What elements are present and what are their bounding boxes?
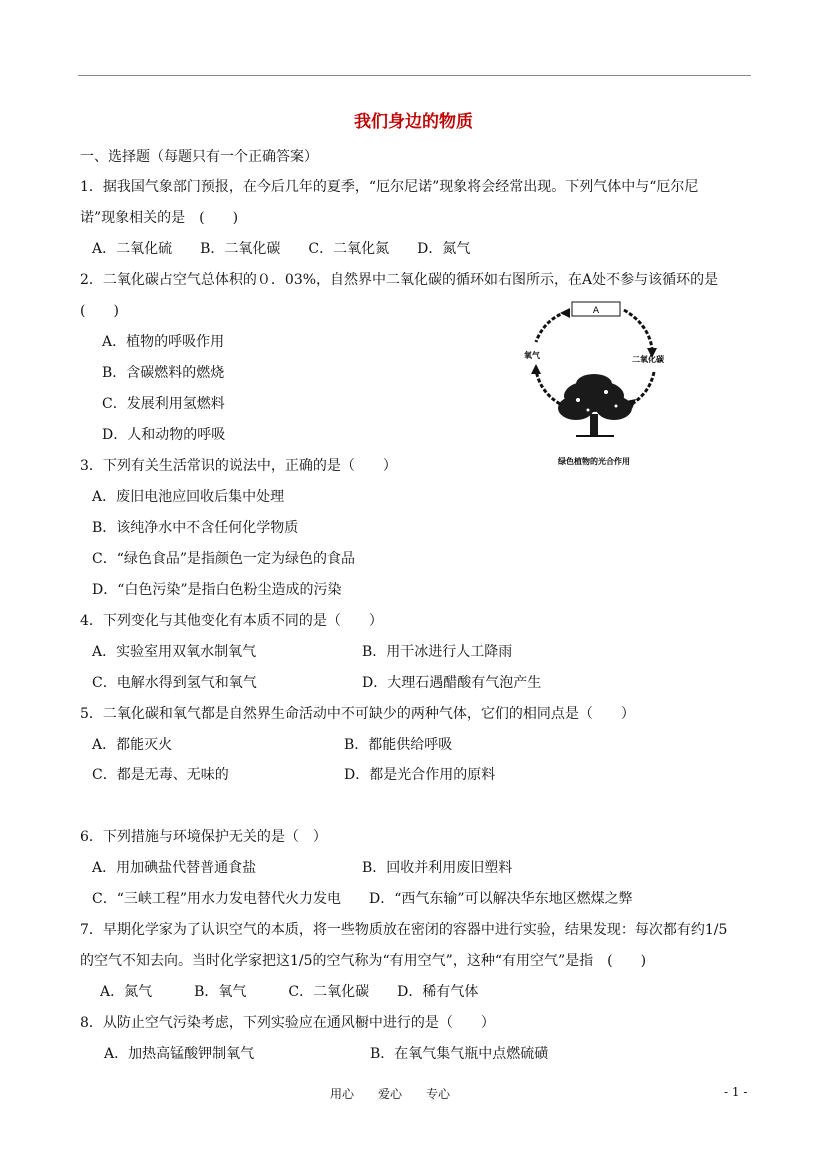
q3-option-b: B．该纯净水中不含任何化学物质 [92, 520, 299, 536]
carbon-cycle-figure [516, 296, 676, 468]
q6-option-b: B．回收并利用废旧塑料 [362, 860, 513, 876]
q6-options-cd: C．“三峡工程”用水力发电替代火力发电 D．“西气东输”可以解决华东地区燃煤之弊 [92, 891, 633, 907]
q8-option-a: A．加热高锰酸钾制氧气 [104, 1046, 255, 1062]
q1-stem-line1: 1．据我国气象部门预报，在今后几年的夏季，“厄尔尼诺”现象将会经常出现。下列气体中与“厄尔尼 [80, 179, 699, 195]
page-title: 我们身边的物质 [354, 112, 473, 132]
q1-options: A．二氧化硫 B．二氧化碳 C．二氧化氮 D．氮气 [92, 241, 471, 257]
footer-motto: 用心 爱心 专心 [330, 1087, 451, 1101]
q5-option-c: C．都是无毒、无味的 [92, 767, 229, 783]
arrow-right-top [624, 310, 652, 348]
q5-stem: 5．二氧化碳和氧气都是自然界生命活动中不可缺少的两种气体，它们的相同点是（ ） [80, 706, 635, 722]
q7-stem-line2: 的空气不知去向。当时化学家把这1/5的空气称为“有用空气”，这种“有用空气”是指 ( ) [80, 953, 647, 969]
q2-stem-line2: ( ) [80, 303, 119, 319]
q3-option-d: D．“白色污染”是指白色粉尘造成的污染 [92, 582, 342, 598]
q5-option-d: D．都是光合作用的原料 [344, 767, 496, 783]
q5-option-a: A．都能灭火 [92, 737, 173, 753]
q7-stem-line1: 7．早期化学家为了认识空气的本质，将一些物质放在密闭的容器中进行实验，结果发现：每次都有约1/5 [80, 922, 728, 938]
q1-stem-line2: 诺”现象相关的是 ( ) [80, 210, 239, 226]
q3-option-a: A．废旧电池应回收后集中处理 [92, 489, 285, 505]
section-heading: 一、选择题（每题只有一个正确答案） [80, 149, 318, 165]
q2-option-b: B．含碳燃料的燃烧 [102, 365, 225, 381]
q3-stem: 3．下列有关生活常识的说法中，正确的是（ ） [80, 458, 397, 474]
page-number: - 1 - [724, 1085, 748, 1099]
q2-option-d: D．人和动物的呼吸 [102, 427, 226, 443]
q4-option-b: B．用干冰进行人工降雨 [362, 644, 513, 660]
arrow-left-top [536, 312, 566, 342]
tree-icon [558, 374, 632, 436]
q3-option-c: C．“绿色食品”是指颜色一定为绿色的食品 [92, 551, 356, 567]
arrow-left-bottom [536, 370, 560, 404]
q8-stem: 8．从防止空气污染考虑，下列实验应在通风橱中进行的是（ ） [80, 1015, 495, 1031]
arrow-head-left-bottom [531, 364, 541, 374]
figure-box-label: A [592, 306, 600, 316]
header-rule [78, 75, 751, 76]
q7-options: A．氮气 B．氧气 C．二氧化碳 D．稀有气体 [100, 984, 479, 1000]
q4-option-d: D．大理石遇醋酸有气泡产生 [362, 675, 542, 691]
q6-stem: 6．下列措施与环境保护无关的是（ ） [80, 829, 327, 845]
arrow-head-left-top [560, 308, 570, 318]
figure-left-label: 氧气 [524, 351, 540, 360]
q4-option-a: A．实验室用双氧水制氧气 [92, 644, 257, 660]
q8-option-b: B．在氧气集气瓶中点燃硫磺 [370, 1046, 549, 1062]
q2-option-c: C．发展利用氢燃料 [102, 396, 225, 412]
figure-right-label: 二氧化碳 [632, 355, 664, 364]
figure-caption: 绿色植物的光合作用 [558, 457, 630, 466]
q5-option-b: B．都能供给呼吸 [344, 737, 453, 753]
q6-option-a: A．用加碘盐代替普通食盐 [92, 860, 257, 876]
q2-option-a: A．植物的呼吸作用 [102, 334, 225, 350]
q2-stem-line1: 2．二氧化碳占空气总体积的０．03%，自然界中二氧化碳的循环如右图所示，在A处不参与该循环的是 [80, 272, 719, 288]
q4-option-c: C．电解水得到氢气和氧气 [92, 675, 257, 691]
q4-stem: 4．下列变化与其他变化有本质不同的是（ ） [80, 613, 383, 629]
